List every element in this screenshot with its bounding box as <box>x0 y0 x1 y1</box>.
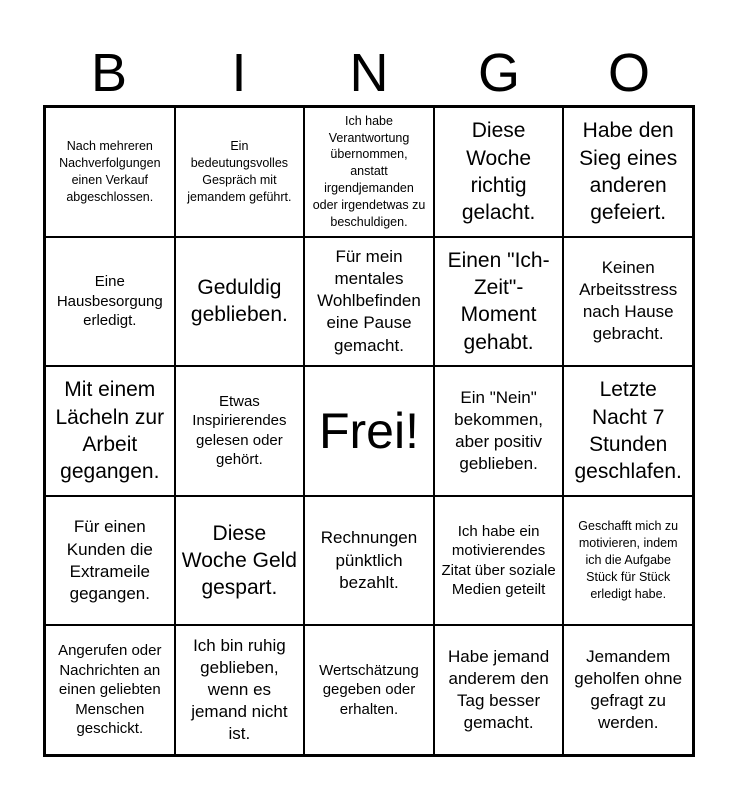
header-letter-n: N <box>349 43 389 103</box>
cell-text: Keinen Arbeitsstress nach Hause gebracht. <box>579 258 678 344</box>
cell-text: Habe den Sieg eines anderen gefeiert. <box>579 119 678 225</box>
bingo-cell-r4c4[interactable] <box>434 496 564 626</box>
cell-text: Ein "Nein" bekommen, aber positiv geblieben. <box>454 387 543 474</box>
bingo-cell-r2c1[interactable] <box>45 237 175 367</box>
bingo-cell-r2c4[interactable] <box>434 237 564 367</box>
bingo-cell-r1c5[interactable] <box>563 107 693 237</box>
cell-text: Rechnungen pünktlich bezahlt. <box>320 528 418 592</box>
bingo-header <box>44 40 694 106</box>
header-letter-o: O <box>607 43 650 103</box>
cell-text: Geduldig geblieben. <box>190 276 288 327</box>
bingo-cell-r3c4[interactable] <box>434 366 564 496</box>
cell-text: Nach mehreren Nachverfolgungen einen Verkauf abgeschlossen. <box>59 139 161 204</box>
bingo-cell-r2c3[interactable] <box>304 237 434 367</box>
cell-text: Ich habe Verantwortung übernommen, anstatt irgendjemanden oder irgendetwas zu beschuldigen. <box>312 113 426 229</box>
header-letter-b: B <box>90 43 128 103</box>
bingo-cell-r3c1[interactable] <box>45 366 175 496</box>
bingo-cell-r4c5[interactable] <box>563 496 693 626</box>
cell-text: Habe jemand anderem den Tag besser gemacht. <box>448 647 550 733</box>
bingo-cell-r2c2[interactable] <box>175 237 305 367</box>
cell-text: Diese Woche richtig gelacht. <box>461 119 536 225</box>
bingo-cell-r3c5[interactable] <box>563 366 693 496</box>
cell-text: Wertschätzung gegeben oder erhalten. <box>319 661 419 718</box>
bingo-cell-r5c4[interactable] <box>434 625 564 755</box>
cell-text: Mit einem Lächeln zur Arbeit gegangen. <box>55 378 165 484</box>
bingo-cell-free[interactable] <box>304 366 434 496</box>
bingo-board <box>43 105 695 757</box>
bingo-cell-r1c2[interactable] <box>175 107 305 237</box>
cell-text: Für mein mentales Wohlbefinden eine Pause gemacht. <box>317 247 421 355</box>
cell-text: Jemandem geholfen ohne gefragt zu werden. <box>574 647 683 733</box>
bingo-cell-r3c2[interactable] <box>175 366 305 496</box>
bingo-cell-r4c3[interactable] <box>304 496 434 626</box>
bingo-cell-r5c3[interactable] <box>304 625 434 755</box>
cell-text: Angerufen oder Nachrichten an einen geliebten Menschen geschickt. <box>58 642 162 738</box>
bingo-cell-r1c1[interactable] <box>45 107 175 237</box>
cell-text: Ich habe ein motivierendes Zitat über soziale Medien geteilt <box>441 522 556 599</box>
cell-text: Eine Hausbesorgung erledigt. <box>56 273 163 330</box>
cell-text: Für einen Kunden die Extrameile gegangen. <box>66 517 153 603</box>
bingo-cell-r4c1[interactable] <box>45 496 175 626</box>
cell-text: Diese Woche Geld gespart. <box>181 521 297 600</box>
bingo-cell-r5c2[interactable] <box>175 625 305 755</box>
header-letter-i: I <box>231 43 247 103</box>
bingo-cell-r4c2[interactable] <box>175 496 305 626</box>
bingo-cell-r1c4[interactable] <box>434 107 564 237</box>
cell-text: Etwas Inspirierendes gelesen oder gehört. <box>192 392 287 469</box>
bingo-cell-r5c5[interactable] <box>563 625 693 755</box>
bingo-cell-r1c3[interactable] <box>304 107 434 237</box>
free-space-text: Frei! <box>318 402 419 459</box>
cell-text: Einen "Ich-Zeit"-Moment gehabt. <box>447 248 550 354</box>
bingo-cell-r5c1[interactable] <box>45 625 175 755</box>
cell-text: Geschafft mich zu motivieren, indem ich die Aufgabe Stück für Stück erledigt habe. <box>578 519 679 601</box>
bingo-cell-r2c5[interactable] <box>563 237 693 367</box>
cell-text: Ein bedeutungsvolles Gespräch mit jemandem geführt. <box>187 139 292 204</box>
header-letter-g: G <box>477 43 520 103</box>
cell-text: Letzte Nacht 7 Stunden geschlafen. <box>574 378 682 484</box>
cell-text: Ich bin ruhig geblieben, wenn es jemand nicht ist. <box>191 635 288 744</box>
